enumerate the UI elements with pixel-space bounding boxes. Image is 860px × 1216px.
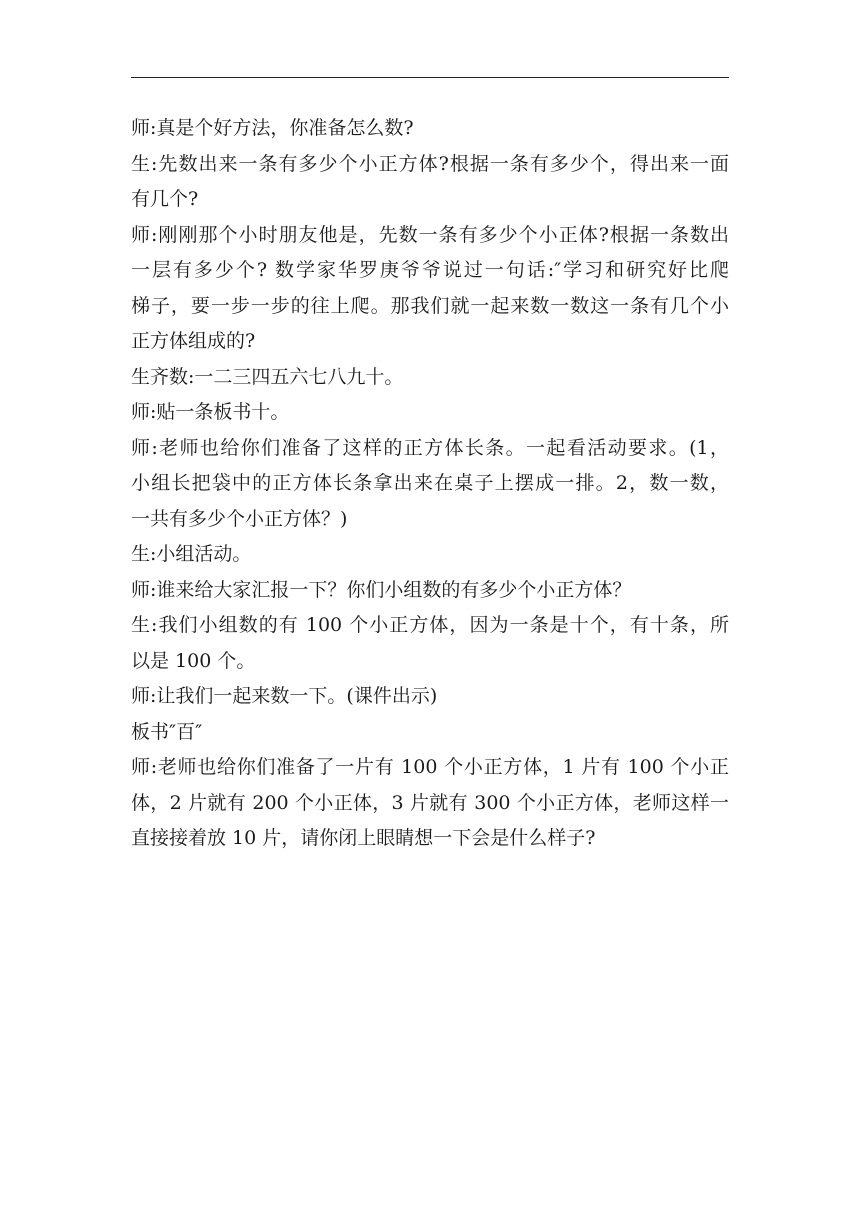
text-line: 生:小组活动。 xyxy=(131,543,252,565)
text-line: 板书″百″ xyxy=(131,720,203,743)
text-line: 生:先数出来一条有多少个小正方体?根据一条有多少个，得出来一面 xyxy=(131,152,729,175)
text-line: 直接接着放 10 片，请你闭上眼睛想一下会是什么样子? xyxy=(131,827,596,849)
text-line: 以是 100 个。 xyxy=(131,649,256,672)
text-line: 有几个? xyxy=(131,188,199,210)
text-line: 体，2 片就有 200 个小正体，3 片就有 300 个小正方体，老师这样一 xyxy=(131,791,729,814)
text-line: 一层有多少个? 数学家华罗庚爷爷说过一句话:″学习和研究好比爬 xyxy=(131,259,729,281)
text-line: 师:贴一条板书十。 xyxy=(131,401,290,423)
document-body xyxy=(131,111,729,857)
text-line: 师:让我们一起来数一下。(课件出示) xyxy=(131,685,438,707)
text-line: 师:老师也给你们准备了一片有 100 个小正方体，1 片有 100 个小正 xyxy=(131,756,729,778)
text-line: 生齐数:一二三四五六七八九十。 xyxy=(131,365,404,388)
text-line: 师:老师也给你们准备了这样的正方体长条。一起看活动要求。(1， xyxy=(131,436,729,459)
text-line: 师:谁来给大家汇报一下？你们小组数的有多少个小正方体？ xyxy=(131,578,632,601)
header-rule xyxy=(131,77,729,78)
text-line: 生:我们小组数的有 100 个小正方体，因为一条是十个，有十条，所 xyxy=(131,614,729,636)
text-line: 一共有多少个小正方体？) xyxy=(131,507,348,530)
text-line: 正方体组成的? xyxy=(131,330,256,352)
text-line: 梯子，要一步一步的往上爬。那我们就一起来数一数这一条有几个小 xyxy=(131,294,729,317)
text-line: 师:刚刚那个小时朋友他是，先数一条有多少个小正体?根据一条数出 xyxy=(131,223,729,246)
text-line: 师:真是个好方法，你准备怎么数? xyxy=(131,117,414,139)
text-line: 小组长把袋中的正方体长条拿出来在桌子上摆成一排。2，数一数， xyxy=(131,472,729,494)
